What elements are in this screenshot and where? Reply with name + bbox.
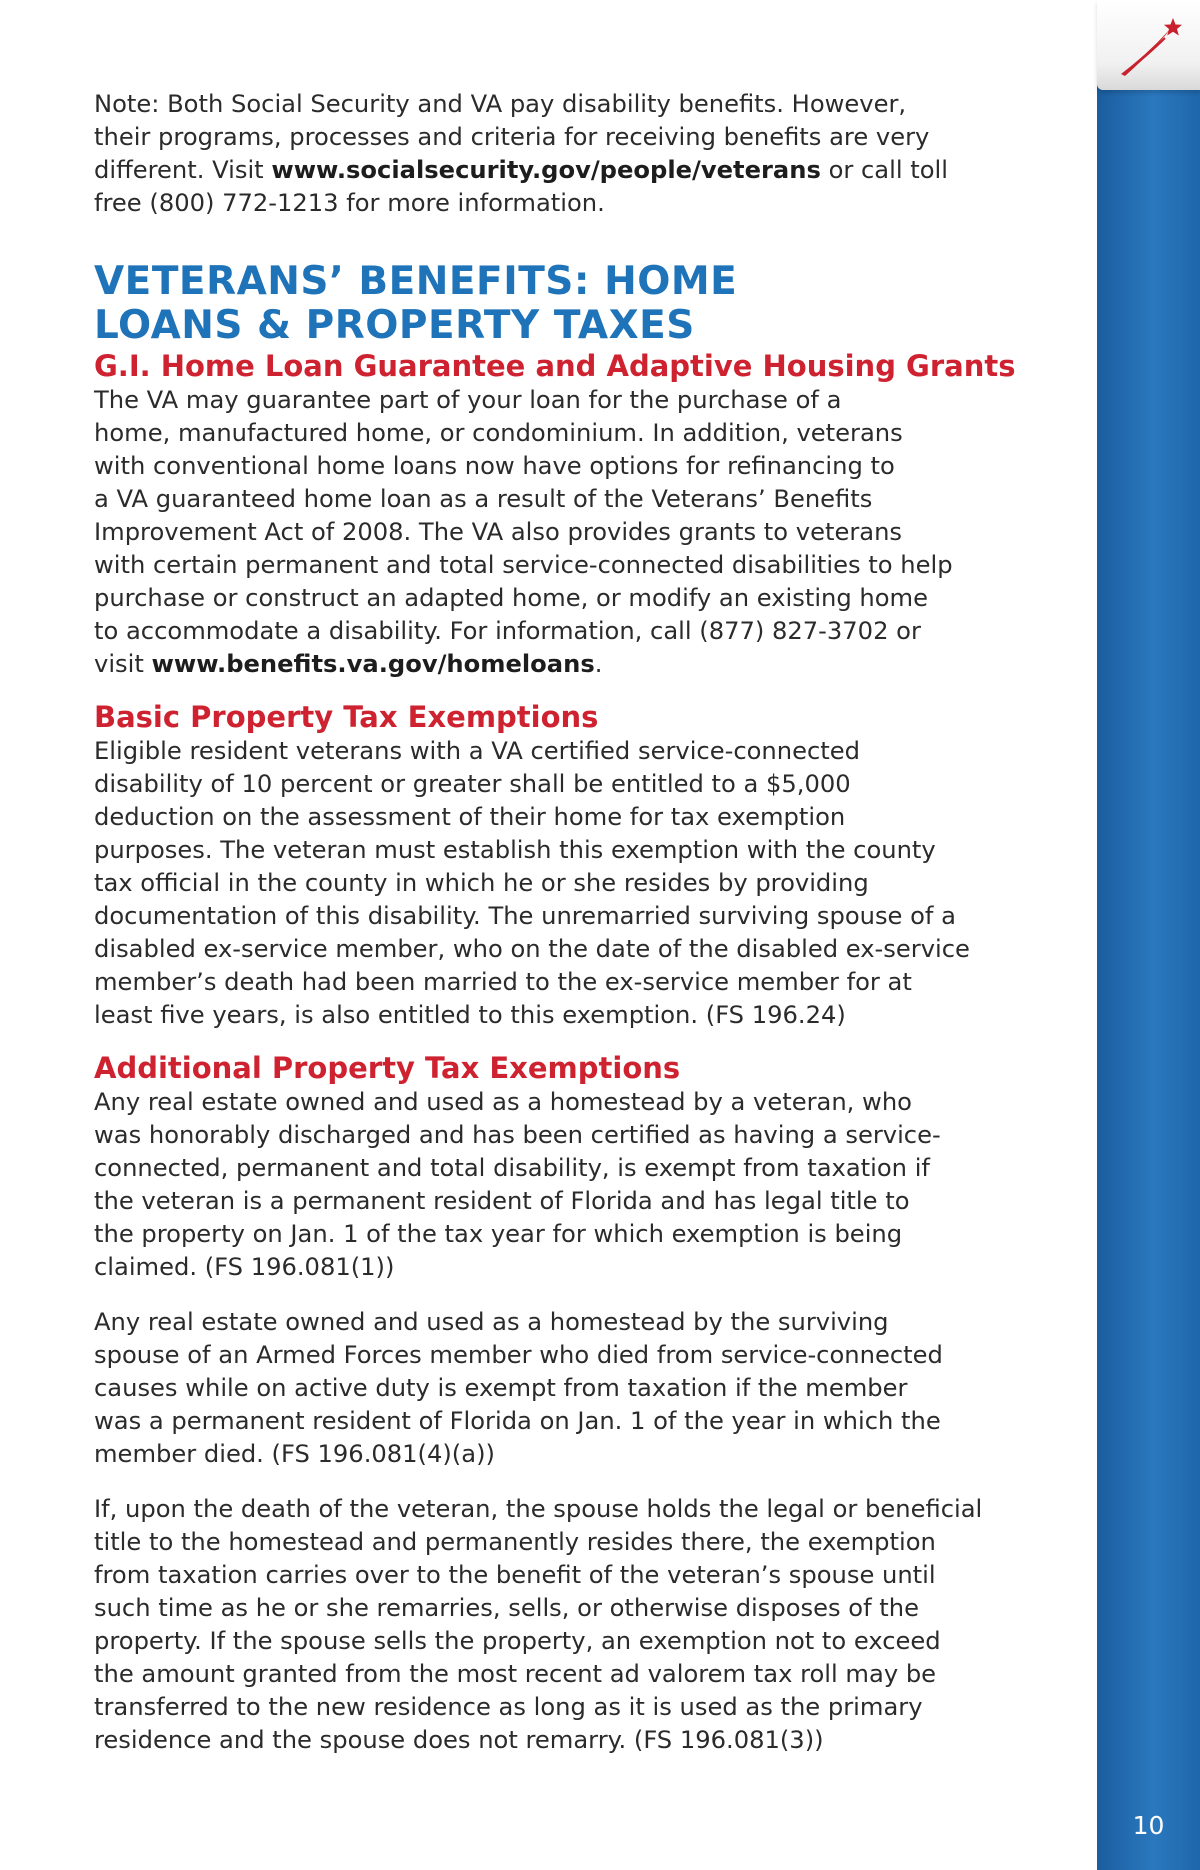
text-line: If, upon the death of the veteran, the spouse holds the legal or beneficial — [94, 1495, 983, 1523]
text-line: spouse of an Armed Forces member who died from service-connected — [94, 1341, 943, 1369]
text-line: to accommodate a disability. For information, call (877) 827-3702 or — [94, 617, 921, 645]
text-line: Eligible resident veterans with a VA certified service-connected — [94, 737, 860, 765]
text-line: least five years, is also entitled to this exemption. (FS 196.24) — [94, 1001, 846, 1029]
text-line: tax official in the county in which he or she resides by providing — [94, 869, 869, 897]
text-line: the amount granted from the most recent ad valorem tax roll may be — [94, 1660, 937, 1688]
text-line: property. If the spouse sells the property, an exemption not to exceed — [94, 1627, 941, 1655]
text-line: claimed. (FS 196.081(1)) — [94, 1253, 395, 1281]
text-line: the veteran is a permanent resident of Florida and has legal title to — [94, 1187, 910, 1215]
text-line: purposes. The veteran must establish this exemption with the county — [94, 836, 936, 864]
text-line — [94, 648, 1054, 681]
page-content — [94, 88, 1054, 1775]
text-line: disabled ex-service member, who on the date of the disabled ex-service — [94, 935, 970, 963]
text-line: disability of 10 percent or greater shall be entitled to a $5,000 — [94, 770, 851, 798]
text-line: documentation of this disability. The unremarried surviving spouse of a — [94, 902, 956, 930]
text-line — [94, 154, 1054, 187]
text-line: the property on Jan. 1 of the tax year for which exemption is being — [94, 1220, 903, 1248]
text-span: or call toll — [820, 156, 948, 184]
text-line: such time as he or she remarries, sells, or otherwise disposes of the — [94, 1594, 919, 1622]
sidebar-cap — [1097, 0, 1200, 90]
text-line: Any real estate owned and used as a homestead by the surviving — [94, 1308, 889, 1336]
shooting-star-icon — [1115, 14, 1187, 80]
text-line: free (800) 772-1213 for more information. — [94, 189, 605, 217]
sidebar-band — [1097, 0, 1200, 1870]
text-line: title to the homestead and permanently resides there, the exemption — [94, 1528, 936, 1556]
section-title-line: LOANS & PROPERTY TAXES — [94, 303, 695, 348]
additional-paragraph-3 — [94, 1493, 1054, 1757]
text-line: connected, permanent and total disability, is exempt from taxation if — [94, 1154, 930, 1182]
text-span: visit — [94, 650, 152, 678]
text-line: causes while on active duty is exempt from taxation if the member — [94, 1374, 908, 1402]
page-number: 10 — [1132, 1811, 1165, 1840]
text-line: member died. (FS 196.081(4)(a)) — [94, 1440, 495, 1468]
text-line: residence and the spouse does not remarry. (FS 196.081(3)) — [94, 1726, 824, 1754]
social-security-link[interactable]: www.socialsecurity.gov/people/veterans — [271, 156, 821, 184]
text-line: home, manufactured home, or condominium. In addition, veterans — [94, 419, 903, 447]
text-line: with certain permanent and total service-connected disabilities to help — [94, 551, 953, 579]
text-line: Any real estate owned and used as a homestead by a veteran, who — [94, 1088, 912, 1116]
text-line: with conventional home loans now have options for refinancing to — [94, 452, 895, 480]
section-title-line: VETERANS’ BENEFITS: HOME — [94, 259, 738, 304]
text-span: different. Visit — [94, 156, 272, 184]
text-line: was honorably discharged and has been certified as having a service- — [94, 1121, 941, 1149]
basic-exemptions-heading: Basic Property Tax Exemptions — [94, 700, 599, 734]
section-title — [94, 260, 1054, 348]
text-line: The VA may guarantee part of your loan for the purchase of a — [94, 386, 842, 414]
additional-paragraph-2 — [94, 1306, 1054, 1471]
text-line: from taxation carries over to the benefit of the veteran’s spouse until — [94, 1561, 936, 1589]
home-loans-link[interactable]: www.benefits.va.gov/homeloans — [151, 650, 595, 678]
home-loan-heading: G.I. Home Loan Guarantee and Adaptive Housing Grants — [94, 349, 1016, 383]
text-line: a VA guaranteed home loan as a result of the Veterans’ Benefits — [94, 485, 873, 513]
text-line: was a permanent resident of Florida on Jan. 1 of the year in which the — [94, 1407, 941, 1435]
additional-exemptions-heading: Additional Property Tax Exemptions — [94, 1051, 681, 1085]
additional-exemptions-section — [94, 1050, 1054, 1757]
text-line: member’s death had been married to the ex-service member for at — [94, 968, 912, 996]
additional-paragraph-1 — [94, 1086, 1054, 1284]
text-span: . — [594, 650, 603, 678]
basic-exemptions-section — [94, 699, 1054, 1032]
text-line: purchase or construct an adapted home, or modify an existing home — [94, 584, 928, 612]
text-line: their programs, processes and criteria for receiving benefits are very — [94, 123, 930, 151]
text-line: Note: Both Social Security and VA pay disability benefits. However, — [94, 90, 907, 118]
note-paragraph — [94, 88, 1054, 220]
text-line: Improvement Act of 2008. The VA also provides grants to veterans — [94, 518, 903, 546]
home-loan-section — [94, 348, 1054, 681]
text-line: transferred to the new residence as long as it is used as the primary — [94, 1693, 923, 1721]
text-line: deduction on the assessment of their home for tax exemption — [94, 803, 846, 831]
